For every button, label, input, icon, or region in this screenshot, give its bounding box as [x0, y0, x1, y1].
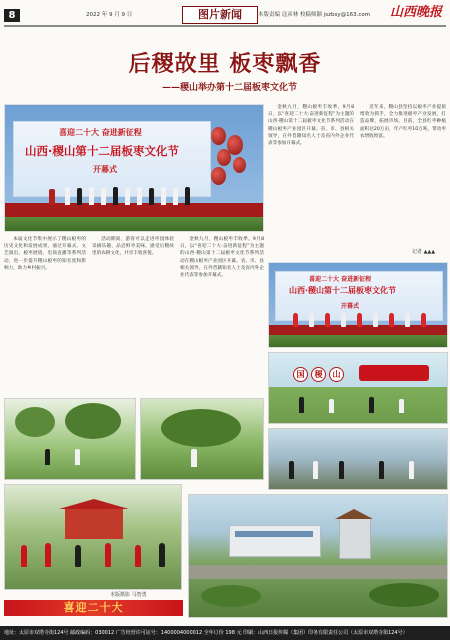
newspaper-logo: 山西晚报 — [390, 5, 443, 20]
dancer-figure — [21, 545, 27, 567]
stage-opening: 开幕式 — [341, 303, 360, 310]
orchard-photo-left — [4, 398, 136, 480]
article-paragraph: 活动期间，游客可以走进枣园体验采摘乐趣，品尝鲜枣美味，感受后稷故里的农耕文化，共享丰收喜悦。 — [92, 237, 174, 257]
dancer-figure — [341, 313, 346, 327]
dancer-figure — [357, 313, 362, 327]
guest-figure — [185, 187, 190, 205]
issue-date: 2022 年 9 月 9 日 — [86, 12, 133, 18]
stage-slogan: 喜迎二十大 奋进新征程 — [59, 128, 142, 137]
dancer-figure — [159, 543, 165, 567]
byline: 记者 ▲▲▲ — [412, 249, 436, 255]
guest-figure — [113, 187, 118, 205]
visitor-figure — [289, 461, 294, 479]
dancer-figure — [293, 313, 298, 327]
subheadline: ——稷山举办第十二届板枣文化节 — [162, 83, 298, 93]
editor-credits: 本版责编 寇彦林 校稿师颖 jszbsy@163.com — [258, 12, 371, 18]
exhibit-sign-icon: 稷 — [311, 367, 326, 382]
article-col-2 — [92, 236, 174, 386]
jujube-icon — [211, 127, 226, 145]
guest-figure — [101, 188, 106, 205]
article-col-1 — [4, 236, 86, 386]
photo-credit: 本版摄影 马智勇 — [110, 592, 147, 598]
section-title: 图片新闻 — [182, 6, 258, 24]
jujube-icon — [217, 149, 231, 166]
article-paragraph: 金秋九月，稷山板枣丰收季。9月8日，以“喜迎二十大·奋进新征程”为主题的山西·稷山第十二届板枣文化节系列活动在稷山板枣产业园区开幕。省、市、县相关领导，在外晋籍知名人士及省内外企业代表等参加开幕式。 — [268, 105, 354, 147]
stage-event-title: 山西·稷山第十二届板枣文化节 — [25, 144, 179, 158]
stage-opening: 开幕式 — [93, 165, 117, 174]
visitor-figure — [339, 461, 344, 479]
visitor-figure — [369, 397, 374, 413]
street-crowd-photo — [268, 428, 448, 490]
visitor-figure — [329, 399, 334, 413]
visitor-figure — [75, 449, 80, 465]
jujube-icon — [233, 157, 246, 173]
jujube-icon — [211, 167, 226, 185]
guest-figure — [173, 188, 178, 205]
dancer-figure — [309, 313, 314, 327]
exhibition-photo — [268, 352, 448, 424]
visitor-figure — [299, 397, 304, 413]
article-paragraph: 本届文化节集中展示了稷山板枣的历史文化和发展成果，通过开幕式、文艺演出、板枣展销、电商直播等系列活动，进一步提升稷山板枣的知名度和影响力，助力乡村振兴。 — [4, 237, 86, 271]
celebration-banner: 喜迎二十大 — [4, 600, 183, 616]
dancer-figure — [105, 543, 111, 567]
stage-slogan: 喜迎二十大 奋进新征程 — [309, 276, 372, 283]
article-col-far-right-top — [360, 104, 446, 254]
visitor-figure — [399, 399, 404, 413]
article-col-3 — [180, 236, 264, 386]
dancer-figure — [45, 543, 51, 567]
headline: 后稷故里 板枣飘香 — [128, 52, 322, 77]
article-paragraph: 金秋九月，稷山板枣丰收季。9月8日，以“喜迎二十大·奋进新征程”为主题的山西·稷山第十二届板枣文化节系列活动在稷山板枣产业园区开幕。省、市、县相关领导，在外晋籍知名人士及省内外企业代表等参加开幕式。 — [180, 237, 264, 279]
guest-figure — [65, 187, 70, 205]
dancer-figure — [405, 313, 410, 327]
guest-figure — [161, 187, 166, 205]
main-stage-photo — [4, 104, 264, 232]
guest-figure — [77, 188, 82, 205]
dancer-figure — [135, 545, 141, 567]
page-number: 8 — [4, 9, 20, 22]
guest-figure — [137, 187, 142, 205]
exhibit-sign-icon: 国 — [293, 367, 308, 382]
dancer-figure — [421, 313, 426, 327]
dancer-figure — [373, 313, 378, 327]
dancer-figure — [75, 545, 81, 567]
visitor-figure — [313, 461, 318, 479]
visitor-figure — [191, 449, 197, 467]
host-figure — [49, 189, 55, 205]
article-paragraph: 近年来，稷山县坚持以板枣产业提质增效为抓手，全力推进板枣产业发展，打造品牌，拓展市场。目前，全县红枣种植面积达20万亩，年产红枣10万吨，带动枣农增收致富。 — [360, 105, 446, 139]
orchard-photo-right — [140, 398, 264, 480]
exhibit-sign-icon: 山 — [329, 367, 344, 382]
footer-info: 地址：太原市双塔寺街124号 邮政编码：030012 广告经营许可证号：1400004000012 全年订价 198 元 印刷：山西日报传媒（集团）印务有限责任公司（太原市双塔寺街124号） — [4, 630, 408, 636]
pavilion-performance-photo — [4, 484, 182, 590]
guest-figure — [125, 188, 130, 205]
stage-event-title: 山西·稷山第十二届板枣文化节 — [289, 286, 397, 295]
header-divider — [4, 25, 446, 27]
visitor-figure — [409, 461, 414, 479]
visitor-figure — [379, 461, 384, 479]
dancer-figure — [325, 313, 330, 327]
dancer-figure — [389, 313, 394, 327]
article-col-right-top — [268, 104, 354, 254]
performance-stage-photo — [268, 262, 448, 348]
visitor-figure — [45, 449, 50, 465]
guest-figure — [149, 188, 154, 205]
aerial-building-photo — [188, 494, 448, 618]
guest-figure — [89, 187, 94, 205]
